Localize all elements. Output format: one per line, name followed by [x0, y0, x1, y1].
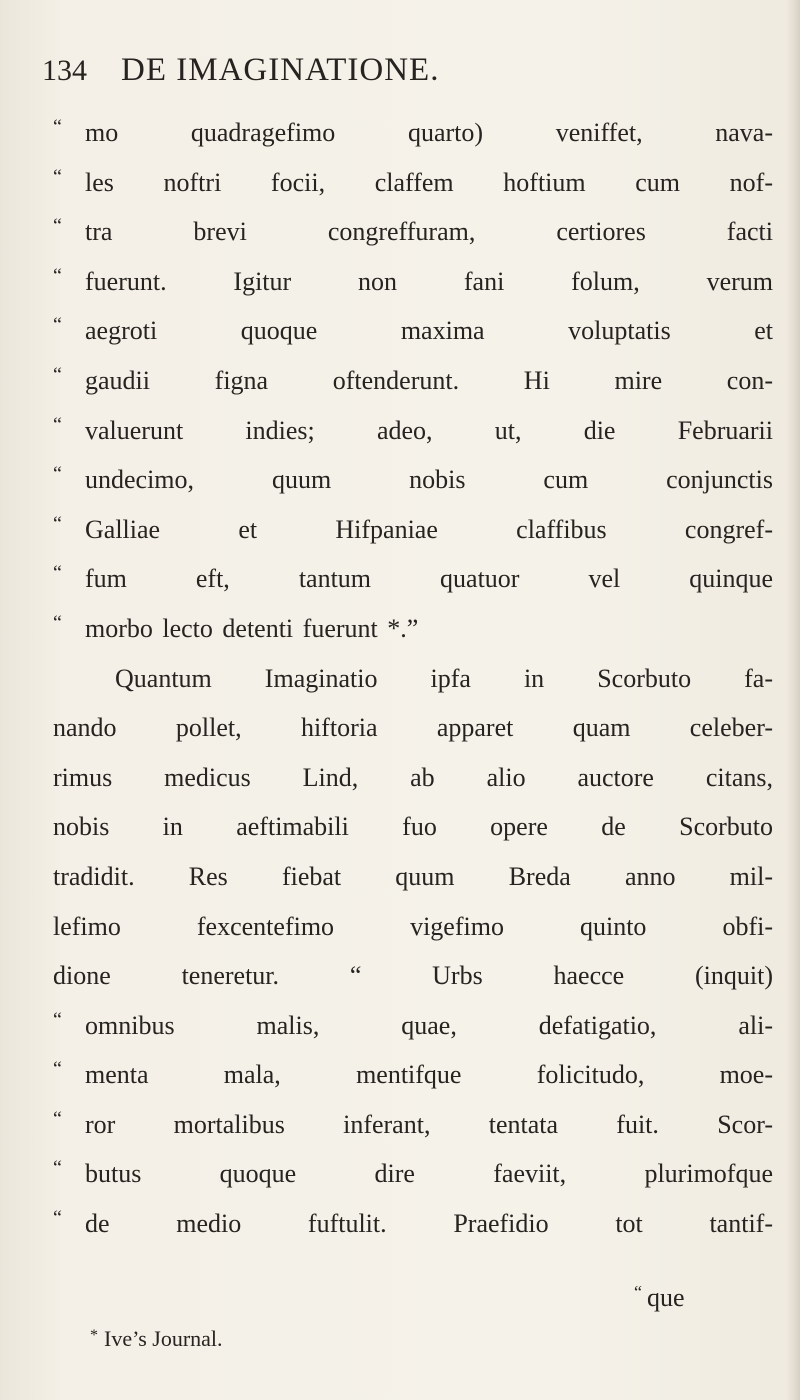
quote-mark: “: [53, 165, 62, 188]
quote-mark: “: [53, 1207, 62, 1230]
quote-line: [53, 165, 773, 218]
quote-line-text: Galliae et Hifpaniae claffibus congref-: [85, 514, 773, 544]
paragraph-line-text: nobis in aeftimabili fuo opere de Scorbuto: [53, 812, 773, 842]
paragraph-line-text: rimus medicus Lind, ab alio auctore citans,: [53, 762, 773, 792]
footnote: [90, 1326, 223, 1352]
quote-mark: “: [53, 1157, 62, 1180]
quote-line: [53, 264, 773, 317]
quote-mark: “: [53, 512, 62, 535]
paragraph-line: [53, 763, 773, 813]
page-number: 134: [42, 54, 87, 87]
footnote-mark: *: [90, 1327, 98, 1344]
quote-mark: “: [53, 413, 62, 436]
footnote-text: Ive’s Journal.: [104, 1326, 223, 1351]
quote-line-text: les noftri focii, claffem hoftium cum nof-: [85, 167, 773, 197]
quote-line: [53, 564, 773, 614]
quote-line-text: undecimo, quum nobis cum conjunctis: [85, 465, 773, 495]
paragraph-line: [53, 713, 773, 763]
quote-line-text: aegroti quoque maxima voluptatis et: [85, 316, 773, 346]
quote-line: [53, 1159, 773, 1209]
quote-line-text: morbo lecto detenti fuerunt *.”: [85, 613, 419, 643]
paragraph-line: [53, 664, 773, 714]
quote-mark: “: [53, 562, 62, 585]
quote-line-text: fuerunt. Igitur non fani folum, verum: [85, 266, 773, 296]
quote-line-text: tra brevi congreffuram, certiores facti: [85, 217, 773, 247]
quote-mark: “: [53, 1058, 62, 1081]
quote-mark: “: [53, 363, 62, 386]
paragraph-line-text: lefimo fexcentefimo vigefimo quinto obfi-: [53, 911, 773, 941]
paragraph-line: [53, 961, 773, 1011]
text-body: [53, 118, 773, 1259]
running-head: DE IMAGINATIONE.: [121, 52, 440, 88]
quote-line-text: fum eft, tantum quatuor vel quinque: [85, 564, 773, 594]
quote-line: [53, 118, 773, 168]
quote-line: [53, 363, 773, 416]
quote-mark: “: [53, 264, 62, 287]
quote-line: [53, 512, 773, 565]
paragraph-line-text: dione teneretur. “ Urbs haecce (inquit): [53, 961, 773, 991]
quote-mark: “: [53, 1008, 62, 1031]
page-header: [42, 52, 439, 102]
quote-line: [53, 611, 773, 664]
quote-line: [53, 1008, 773, 1061]
paragraph-line-text: Quantum Imaginatio ipfa in Scorbuto fa-: [115, 663, 773, 693]
quote-line: [53, 1107, 773, 1160]
page-edge-shadow: [786, 0, 800, 1400]
quote-line-text: menta mala, mentifque folicitudo, moe-: [85, 1060, 773, 1090]
quote-line: [53, 413, 773, 466]
quote-mark: “: [53, 116, 62, 138]
quote-mark: “: [53, 611, 62, 634]
quote-line-text: butus quoque dire faeviit, plurimofque: [85, 1159, 773, 1189]
catchword-text: que: [647, 1283, 685, 1312]
paragraph-line: [53, 862, 773, 912]
quote-line-text: valuerunt indies; adeo, ut, die Februarii: [85, 415, 773, 445]
quote-line-text: de medio fuftulit. Praefidio tot tantif-: [85, 1209, 773, 1239]
quote-mark: “: [634, 1282, 642, 1302]
quote-mark: “: [53, 314, 62, 337]
quote-mark: “: [53, 215, 62, 238]
quote-mark: “: [53, 1107, 62, 1130]
paragraph-line: [53, 812, 773, 862]
catchword: [634, 1283, 685, 1313]
quote-line: [53, 465, 773, 515]
quote-line-text: mo quadragefimo quarto) veniffet, nava-: [85, 118, 773, 147]
quote-line-text: gaudii figna oftenderunt. Hi mire con-: [85, 365, 773, 395]
quote-line: [53, 217, 773, 267]
quote-line-text: ror mortalibus inferant, tentata fuit. Scor-: [85, 1109, 773, 1139]
quote-line: [53, 1060, 773, 1110]
paragraph-line-text: tradidit. Res fiebat quum Breda anno mil-: [53, 861, 773, 891]
quote-line: [53, 316, 773, 366]
quote-line-text: omnibus malis, quae, defatigatio, ali-: [85, 1010, 773, 1040]
quote-mark: “: [53, 463, 62, 486]
paragraph-line-text: nando pollet, hiftoria apparet quam celeber-: [53, 713, 773, 743]
paragraph-line: [53, 912, 773, 962]
quote-line: [53, 1209, 773, 1259]
